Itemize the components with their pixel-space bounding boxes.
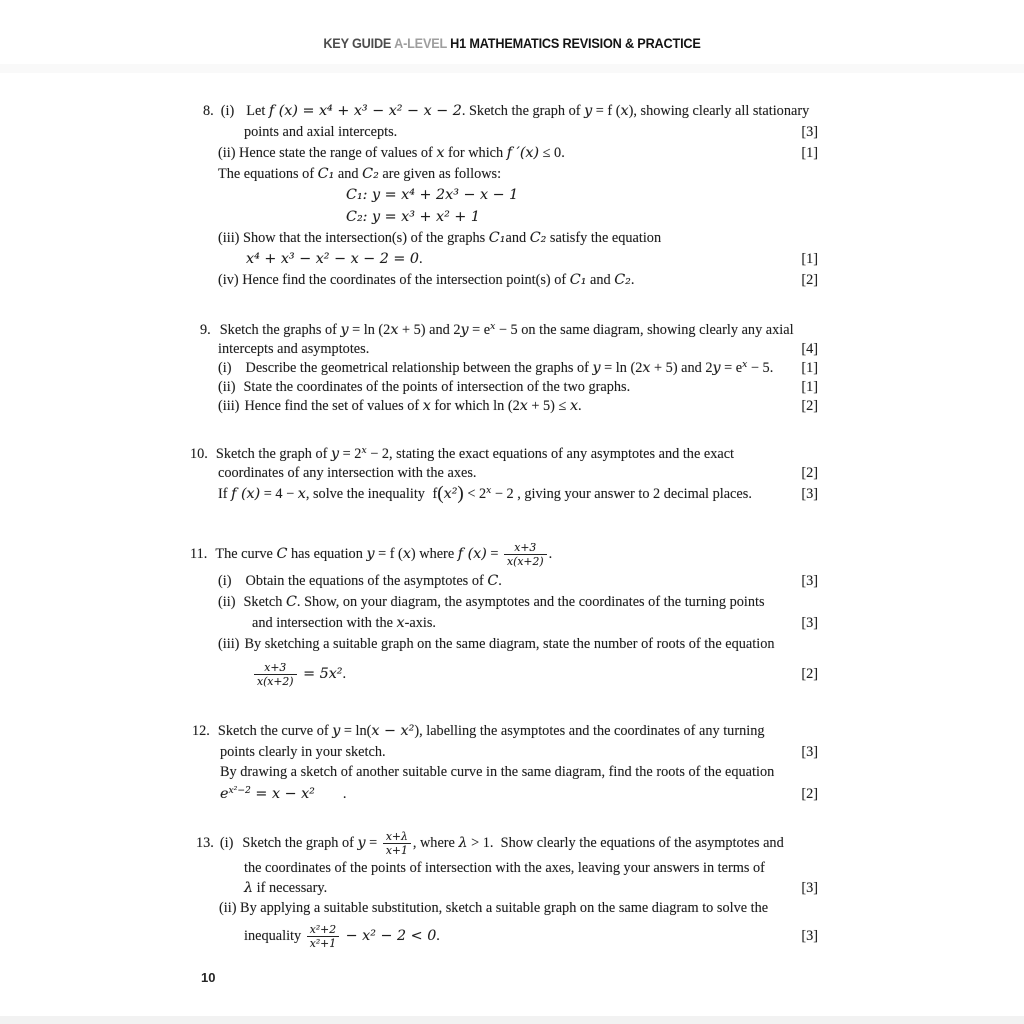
text-segment: if necessary. [253, 880, 328, 896]
fraction [504, 542, 547, 567]
fraction [383, 831, 411, 856]
marks-badge: [2] [801, 465, 818, 481]
text-segment: . [578, 398, 582, 414]
marks-badge: [1] [801, 379, 818, 395]
question-line [0, 320, 1024, 340]
text-segment: are given as follows: [378, 166, 502, 182]
text-segment: (ii) Hence state the range of values of [218, 145, 437, 161]
text-segment: By drawing a sketch of another suitable curve in the same diagram, find the roots of the equation [220, 764, 775, 780]
math-segment: x [402, 546, 411, 562]
question-line [0, 206, 1024, 228]
fraction-denominator: x²+1 [307, 936, 339, 949]
text-segment: 12. [192, 723, 210, 739]
math-segment: x [519, 398, 528, 414]
math-segment: − x² − 2 < 0 [341, 928, 437, 944]
superscript: x [361, 445, 367, 456]
text-segment: . [436, 928, 440, 944]
math-segment: f (x) [231, 486, 261, 502]
text-segment: = f ( [592, 103, 621, 119]
text-segment: − 2 , giving your answer to 2 decimal places. [491, 486, 752, 502]
fraction-denominator: x+1 [383, 843, 411, 856]
superscript: x²−2 [228, 785, 251, 796]
math-segment: y [712, 360, 721, 376]
text-segment: . [548, 546, 553, 562]
math-segment: x [396, 615, 405, 631]
text-segment: State the coordinates of the points of intersection of the two graphs. [243, 379, 631, 395]
text-segment: − 5 on the same diagram, showing clearly any axial [495, 322, 794, 338]
header-series: A-LEVEL [394, 36, 451, 51]
question-line [0, 101, 1024, 122]
math-segment: = 5x² [298, 666, 343, 682]
question-10 [0, 444, 1024, 505]
marks-badge: [3] [801, 486, 818, 502]
text-segment: Sketch the graph of [242, 835, 358, 851]
fraction-numerator: x+3 [264, 661, 287, 675]
math-segment: x⁴ + x³ − x² − x − 2 = 0 [246, 251, 419, 267]
math-segment: x [422, 398, 431, 414]
text-segment: points and axial intercepts. [244, 124, 398, 140]
question-line [0, 397, 1024, 416]
fraction-numerator: x+λ [385, 830, 408, 844]
question-9 [0, 320, 1024, 416]
math-segment: x [569, 398, 579, 414]
text-segment: satisfy the equation [546, 230, 662, 246]
text-segment: points clearly in your sketch. [220, 744, 386, 760]
text-segment: = [486, 546, 503, 562]
math-segment: y [357, 835, 366, 851]
math-segment: f (x) = x⁴ + x³ − x² − x − 2 [268, 103, 462, 119]
text-segment: (ii) By applying a suitable substitution, sketch a suitable graph on the same diagram to solve the [219, 900, 769, 916]
text-segment: = f ( [374, 546, 403, 562]
question-line [0, 571, 1024, 592]
text-segment: If [218, 486, 232, 502]
marks-badge: [4] [801, 341, 818, 357]
math-segment: C₁ [569, 272, 587, 288]
text-segment: (iii) [218, 398, 240, 414]
math-segment: λ [244, 880, 254, 896]
marks-badge: [2] [801, 666, 818, 682]
text-segment: has equation [287, 546, 367, 562]
question-line [0, 782, 1024, 806]
math-segment: y [340, 322, 349, 338]
text-segment: − 2, stating the exact equations of any asymptotes and the exact [366, 446, 735, 462]
fraction-denominator: x(x+2) [254, 674, 297, 687]
math-segment: y [331, 446, 340, 462]
text-segment: -axis. [404, 615, 436, 631]
text-segment: (ii) [218, 379, 236, 395]
text-segment: , where [412, 835, 459, 851]
question-line [0, 464, 1024, 483]
math-segment: y [366, 546, 375, 562]
text-segment: The equations of [218, 166, 318, 182]
text-segment: coordinates of any intersection with the axes. [218, 465, 477, 481]
page-edge-strip [0, 1016, 1024, 1024]
superscript: x [490, 321, 496, 332]
text-segment: 8. [203, 103, 214, 119]
question-line [0, 721, 1024, 742]
math-segment: λ [458, 835, 468, 851]
math-segment: C₂ [529, 230, 547, 246]
marks-badge: [3] [801, 615, 818, 631]
text-segment: The curve [215, 546, 277, 562]
marks-badge: [3] [801, 744, 818, 760]
scan-artifact-band [0, 64, 1024, 73]
marks-badge: [3] [801, 573, 818, 589]
text-segment: + 5) and 2 [650, 360, 713, 376]
text-segment: (i) [219, 835, 234, 851]
big-paren: ( [437, 483, 444, 504]
text-segment: . [342, 666, 347, 682]
text-segment: − 5. [747, 360, 774, 376]
math-segment: C₁ [317, 166, 335, 182]
question-line [0, 185, 1024, 206]
question-line [0, 592, 1024, 613]
question-line [0, 143, 1024, 164]
math-segment: C [285, 594, 297, 610]
math-segment: x [620, 103, 629, 119]
fraction-denominator: x(x+2) [504, 554, 547, 567]
text-segment: + 5) and 2 [398, 322, 461, 338]
text-segment: ≤ 0. [539, 145, 565, 161]
question-line [0, 164, 1024, 185]
math-segment: C [276, 546, 288, 562]
text-segment: ) where [410, 546, 458, 562]
text-segment: for which ln (2 [430, 398, 520, 414]
text-segment: (iii) [218, 636, 240, 652]
marks-badge: [2] [801, 272, 818, 288]
text-segment: (iv) Hence find the coordinates of the intersection point(s) of [218, 272, 570, 288]
big-paren: ) [457, 483, 464, 504]
math-segment: x − x² [371, 723, 415, 739]
question-8 [0, 101, 1024, 291]
marks-badge: [2] [801, 398, 818, 414]
text-segment: and [586, 272, 615, 288]
marks-badge: [3] [801, 124, 818, 140]
text-segment: = [365, 835, 381, 851]
math-segment: C₁: y = x⁴ + 2x³ − x − 1 [346, 187, 519, 203]
math-segment: C₂ [362, 166, 379, 182]
math-segment: x [436, 145, 445, 161]
text-segment: = 4 − [260, 486, 298, 502]
text-segment: and intersection with the [252, 615, 397, 631]
text-segment: 9. [200, 322, 211, 338]
text-segment: 11. [190, 546, 208, 562]
text-segment: Describe the geometrical relationship between the graphs of [245, 360, 593, 376]
text-segment: f [432, 486, 438, 502]
math-segment: x [642, 360, 651, 376]
question-line [0, 742, 1024, 762]
question-11 [0, 537, 1024, 693]
text-segment: the coordinates of the points of intersection with the axes, leaving your answers in terms of [244, 860, 765, 876]
math-segment: y [332, 723, 341, 739]
fraction [254, 662, 297, 687]
text-segment: Sketch [243, 594, 286, 610]
text-segment: < 2 [463, 486, 487, 502]
math-segment: y [584, 103, 593, 119]
math-segment: x [390, 322, 399, 338]
question-line [0, 613, 1024, 634]
text-segment: , solve the inequality [305, 486, 429, 502]
text-segment: By sketching a suitable graph on the same diagram, state the number of roots of the equation [244, 636, 775, 652]
question-line [0, 878, 1024, 898]
question-line [0, 249, 1024, 270]
question-line [0, 359, 1024, 378]
page-header [31, 36, 994, 51]
text-segment: . Sketch the graph of [461, 103, 585, 119]
text-segment: = ln (2 [600, 360, 643, 376]
question-line [0, 444, 1024, 464]
text-segment: = 2 [339, 446, 362, 462]
question-line [0, 898, 1024, 918]
marks-badge: [2] [801, 786, 818, 802]
text-segment: = ln (2 [348, 322, 391, 338]
text-segment: . [630, 272, 635, 288]
fraction [307, 924, 339, 949]
marks-badge: [3] [801, 880, 818, 896]
text-segment: inequality [244, 928, 305, 944]
text-segment: intercepts and asymptotes. [218, 341, 370, 357]
question-line [0, 858, 1024, 878]
question-line [0, 762, 1024, 782]
math-segment: x² [443, 486, 458, 502]
question-12 [0, 721, 1024, 806]
math-segment: C [487, 573, 499, 589]
fraction-numerator: x²+2 [309, 923, 337, 937]
math-segment: f ′(x) [506, 145, 540, 161]
question-13 [0, 828, 1024, 954]
marks-badge: [1] [801, 360, 818, 376]
math-segment: f (x) [457, 546, 487, 562]
question-line [0, 122, 1024, 143]
text-segment: = e [468, 322, 491, 338]
text-segment: = e [720, 360, 743, 376]
text-segment: . [498, 573, 502, 589]
math-segment: C₂ [614, 272, 631, 288]
question-line [0, 634, 1024, 655]
marks-badge: [1] [801, 145, 818, 161]
text-segment: . [342, 786, 347, 802]
question-line [0, 537, 1024, 571]
fraction-numerator: x+3 [514, 541, 537, 555]
question-line [0, 270, 1024, 291]
math-segment: y [592, 360, 601, 376]
superscript: x [486, 485, 492, 496]
question-line [0, 655, 1024, 693]
text-segment: (i) [218, 573, 232, 589]
text-segment: Hence find the set of values of [244, 398, 423, 414]
question-line [0, 378, 1024, 397]
text-segment: and [334, 166, 363, 182]
text-segment: 10. [190, 446, 208, 462]
text-segment: > 1. Show clearly the equations of the asymptotes and [467, 835, 784, 851]
text-segment: 13. [196, 835, 214, 851]
text-segment: (iii) Show that the intersection(s) of the graphs [218, 230, 489, 246]
math-segment: e [220, 786, 229, 802]
text-segment: . [418, 251, 423, 267]
question-line [0, 340, 1024, 359]
text-segment: = ln( [340, 723, 372, 739]
text-segment: for which [444, 145, 507, 161]
math-segment: y [460, 322, 469, 338]
question-line [0, 483, 1024, 505]
text-segment: Sketch the curve of [217, 723, 333, 739]
text-segment: and [505, 230, 530, 246]
text-segment: . Show, on your diagram, the asymptotes and the coordinates of the turning points [296, 594, 765, 610]
math-segment: x [297, 486, 306, 502]
text-segment: ), showing clearly all stationary [628, 103, 810, 119]
text-segment: Sketch the graphs of [219, 322, 341, 338]
math-segment: C₁ [488, 230, 506, 246]
text-segment: (i) [218, 360, 232, 376]
marks-badge: [3] [801, 928, 818, 944]
text-segment: Obtain the equations of the asymptotes of [245, 573, 488, 589]
math-segment: = x − x² [250, 786, 315, 802]
question-line [0, 828, 1024, 858]
text-segment: Let [246, 103, 269, 119]
text-segment: ), labelling the asymptotes and the coordinates of any turning [414, 723, 765, 739]
text-segment: + 5) ≤ [527, 398, 570, 414]
header-title: H1 MATHEMATICS REVISION & PRACTICE [450, 36, 701, 51]
marks-badge: [1] [801, 251, 818, 267]
page-number: 10 [201, 970, 216, 985]
text-segment: Sketch the graph of [215, 446, 332, 462]
question-line [0, 918, 1024, 954]
superscript: x [742, 359, 748, 370]
question-line [0, 228, 1024, 249]
text-segment: (ii) [218, 594, 236, 610]
text-segment: (i) [220, 103, 235, 119]
header-brand: KEY GUIDE [323, 36, 395, 51]
math-segment: C₂: y = x³ + x² + 1 [346, 209, 480, 225]
